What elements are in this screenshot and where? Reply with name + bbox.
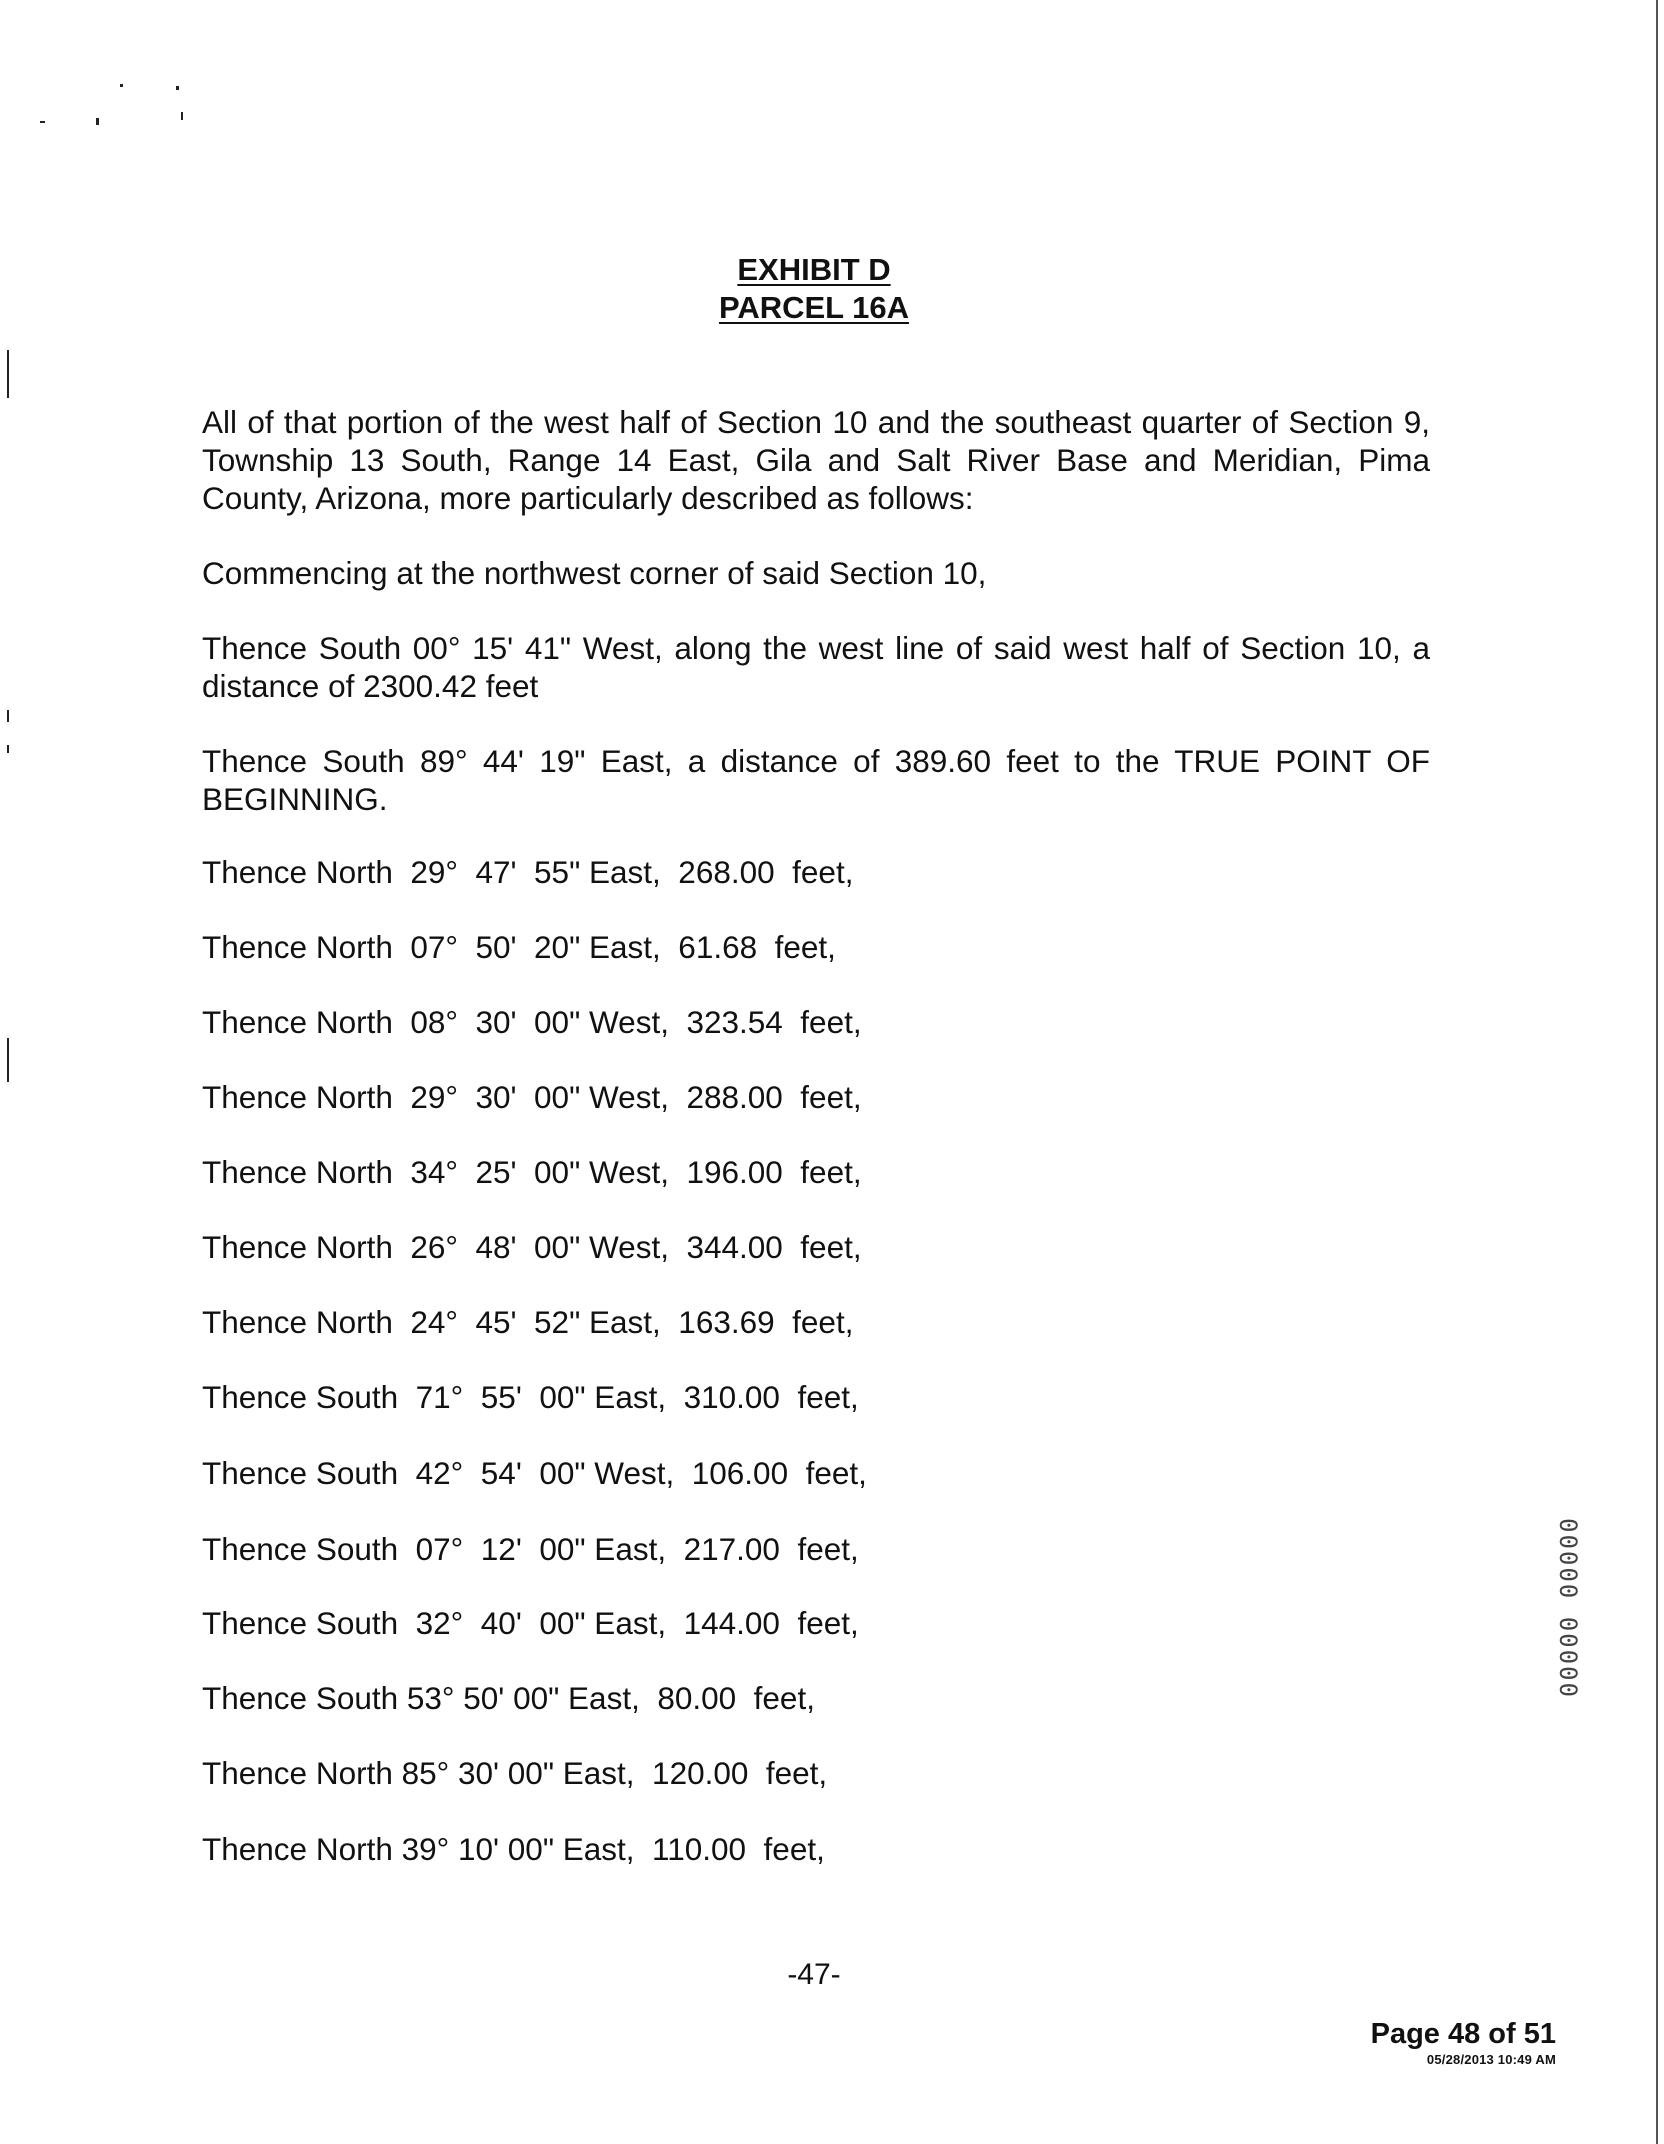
scan-margin-line xyxy=(7,745,9,753)
course-line: Thence South 71° 55' 00" East, 310.00 feet, xyxy=(202,1379,859,1415)
footer-timestamp: 05/28/2013 10:49 AM xyxy=(1426,2052,1556,2067)
course-line: Thence North 39° 10' 00" East, 110.00 feet, xyxy=(202,1831,825,1867)
scan-edge-line xyxy=(1656,0,1658,2144)
scan-margin-line xyxy=(7,1038,9,1082)
course-line: Thence South 32° 40' 00" East, 144.00 feet, xyxy=(202,1605,859,1641)
course-line: Thence North 26° 48' 00" West, 344.00 feet, xyxy=(202,1229,862,1265)
scan-speck xyxy=(176,86,179,90)
margin-recording-number: 00000 00000 xyxy=(1554,1518,1582,1699)
course-line: Thence North 29° 30' 00" West, 288.00 feet, xyxy=(202,1079,862,1115)
course-line: Thence North 29° 47' 55" East, 268.00 feet, xyxy=(202,854,854,890)
parcel-title: PARCEL 16A xyxy=(718,290,910,325)
exhibit-title: EXHIBIT D xyxy=(737,252,891,287)
scan-speck xyxy=(120,84,123,87)
course-line: Thence South 53° 50' 00" East, 80.00 feet, xyxy=(202,1680,815,1716)
course-line: Thence North 24° 45' 52" East, 163.69 feet, xyxy=(202,1304,854,1340)
first-course-paragraph: Thence South 00° 15' 41" West, along the west line of said west half of Section 10, a distance of 2300.42 feet xyxy=(202,630,1430,704)
scan-margin-line xyxy=(7,710,9,722)
commencing-paragraph: Commencing at the northwest corner of said Section 10, xyxy=(202,555,987,591)
intro-paragraph: All of that portion of the west half of Section 10 and the southeast quarter of Section 9, Township 13 South, Range 14 East, Gila and Salt River Base and Meridian, Pima County, Arizona, more particularly described as follows: xyxy=(202,404,1430,516)
page-number: -47- xyxy=(787,1958,841,1991)
scan-speck xyxy=(40,121,45,123)
course-line: Thence North 07° 50' 20" East, 61.68 feet, xyxy=(202,929,836,965)
course-line: Thence North 08° 30' 00" West, 323.54 feet, xyxy=(202,1004,862,1040)
scan-speck xyxy=(96,118,99,125)
course-line: Thence North 34° 25' 00" West, 196.00 feet, xyxy=(202,1154,862,1190)
scan-speck xyxy=(181,112,183,120)
course-line: Thence North 85° 30' 00" East, 120.00 feet, xyxy=(202,1755,828,1791)
course-line: Thence South 07° 12' 00" East, 217.00 feet, xyxy=(202,1531,859,1567)
second-course-paragraph: Thence South 89° 44' 19" East, a distance of 389.60 feet to the TRUE POINT OF BEGINNING. xyxy=(202,743,1430,817)
footer-page-count: Page 48 of 51 xyxy=(1370,2018,1556,2050)
scan-margin-line xyxy=(7,350,9,398)
course-line: Thence South 42° 54' 00" West, 106.00 feet, xyxy=(202,1455,867,1491)
